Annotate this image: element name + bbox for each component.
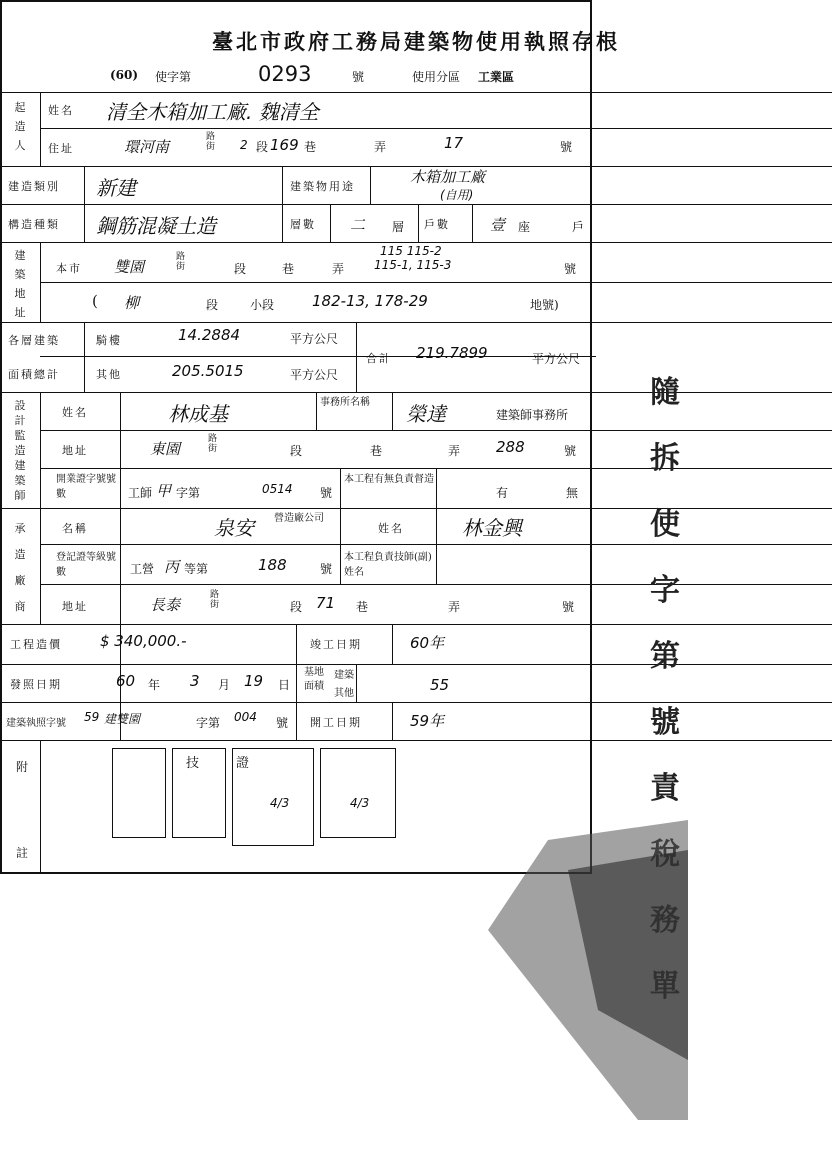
site-land-number-label: 地號) — [530, 298, 559, 312]
issue-month-unit: 月 — [218, 678, 231, 692]
designer-name-label: 姓名 — [62, 406, 88, 419]
designer-supervisor-value: 有 — [496, 486, 509, 500]
floors-unit: 層 — [392, 220, 405, 234]
contractor-reg-mid: 等第 — [184, 562, 209, 576]
designer-section-unit: 段 — [290, 444, 303, 458]
contractor-person-value: 林金興 — [462, 516, 522, 540]
arcade-label: 騎樓 — [96, 334, 122, 347]
zone-label: 使用分區 — [412, 70, 461, 84]
base-value: 55 — [430, 676, 450, 694]
other-unit: 平方公尺 — [290, 368, 339, 382]
remarks-stamp-4 — [320, 748, 396, 838]
designer-office-value: 榮達 — [406, 402, 446, 426]
issue-month: 3 — [190, 672, 200, 690]
households-unit2: 戶 — [572, 220, 585, 234]
start-value: 59年 — [410, 712, 445, 730]
construction-year: 59 — [84, 710, 100, 724]
structure-value: 鋼筋混凝土造 — [96, 214, 216, 238]
permit-prefix: 使字第 — [155, 70, 192, 84]
applicant-address-label: 住址 — [48, 142, 74, 155]
zone-value: 工業區 — [478, 70, 515, 84]
designer-office-suffix: 建築師事務所 — [496, 408, 569, 422]
site-land-numbers: 182-13, 178-29 — [312, 292, 428, 310]
site-section-label: 建築地址 — [14, 249, 26, 319]
designer-supervisor-value2: 無 — [566, 486, 579, 500]
issue-day-unit: 日 — [278, 678, 291, 692]
use-value-1: 木箱加工廠 — [410, 168, 486, 186]
side-page-text: 隨 拆 使 字 第 號 責 — [650, 375, 680, 806]
completion-label: 竣工日期 — [310, 638, 362, 651]
issue-year-unit: 年 — [148, 678, 161, 692]
site-city-label: 本市 — [56, 262, 82, 275]
households-unit: 座 — [518, 220, 531, 234]
floors-value: 二 — [350, 216, 366, 234]
arcade-unit: 平方公尺 — [290, 332, 339, 346]
designer-road-unit: 路街 — [208, 434, 218, 454]
contractor-reg-number: 188 — [258, 556, 287, 574]
total-value: 219.7899 — [416, 344, 488, 362]
designer-license-label: 開業證字號號數 — [56, 474, 116, 500]
site-road-value: 雙園 — [114, 258, 145, 276]
permit-suffix: 號 — [352, 70, 365, 84]
floors-label: 層數 — [290, 218, 316, 231]
issue-label: 發照日期 — [10, 678, 62, 691]
applicant-name-label: 姓名 — [48, 104, 74, 117]
designer-lane-unit: 巷 — [370, 444, 383, 458]
remarks-label-top: 附 — [16, 760, 29, 774]
cost-label: 工程造價 — [10, 638, 62, 651]
site-numbers-top: 115 115-2 — [380, 244, 442, 258]
contractor-alley-unit: 弄 — [448, 600, 461, 614]
contractor-road-unit: 路街 — [210, 590, 220, 610]
contractor-section-unit: 段 — [290, 600, 303, 614]
site-land-open: ( — [92, 292, 98, 310]
cost-value: $ 340,000.- — [100, 632, 187, 650]
applicant-section-label: 起造人 — [14, 101, 26, 152]
torn-corner-shadow — [488, 820, 688, 1120]
contractor-reg-label: 登記證等級號數 — [56, 552, 116, 578]
issue-day: 19 — [244, 672, 264, 690]
applicant-address-lane: 169 — [270, 136, 299, 154]
arcade-value: 14.2884 — [178, 326, 241, 344]
contractor-reg-prefix: 工營 — [130, 562, 155, 576]
designer-license-number: 0514 — [262, 482, 293, 496]
designer-license-suffix: 號 — [320, 486, 333, 500]
designer-address-label: 地址 — [62, 444, 88, 457]
site-lane-unit: 巷 — [282, 262, 295, 276]
permit-number: 0293 — [258, 62, 312, 86]
base-item-1: 建築 — [334, 670, 354, 681]
contractor-name-suffix: 營造廠公司 — [274, 513, 324, 524]
permit-year: (60) — [110, 68, 139, 82]
contractor-person-label: 姓名 — [378, 522, 404, 535]
households-value: 壹 — [490, 216, 506, 234]
contractor-reg-class: 丙 — [164, 558, 180, 576]
area-label-bottom: 面積總計 — [8, 368, 60, 381]
contractor-name-value: 泉安 — [214, 516, 254, 540]
contractor-tech-label: 本工程負責技師(副)姓名 — [344, 552, 432, 578]
site-section-unit: 段 — [234, 262, 247, 276]
applicant-number-unit: 號 — [560, 140, 573, 154]
remarks-stamp-1 — [112, 748, 166, 838]
contractor-number-unit: 號 — [562, 600, 575, 614]
contractor-address-road: 長泰 — [150, 596, 181, 614]
remarks-sign-date-2: 4/3 — [350, 796, 370, 810]
applicant-address-section: 2 — [240, 138, 248, 152]
designer-license-class: 甲 — [156, 482, 172, 500]
site-land-subsection-label: 小段 — [250, 298, 275, 312]
site-number-unit: 號 — [564, 262, 577, 276]
construction-number: 004 — [234, 710, 257, 724]
applicant-road-unit: 路街 — [206, 132, 216, 152]
applicant-section-unit: 段 — [256, 140, 269, 154]
other-label: 其他 — [96, 368, 122, 381]
designer-license-mid: 字第 — [176, 486, 201, 500]
site-land-section-label: 段 — [206, 298, 219, 312]
construction-text: 建雙園 — [104, 712, 141, 726]
construction-suffix: 號 — [276, 716, 289, 730]
category-label: 建造類別 — [8, 180, 60, 193]
designer-supervisor-label: 本工程有無負責督造 — [344, 474, 434, 485]
construction-label: 建築執照字號 — [6, 718, 66, 729]
designer-alley-unit: 弄 — [448, 444, 461, 458]
designer-name-value: 林成基 — [168, 402, 228, 426]
designer-office-label: 事務所名稱 — [320, 397, 370, 408]
applicant-address-road: 環河南 — [124, 138, 170, 156]
base-label: 基地面積 — [304, 667, 324, 692]
applicant-address-number: 17 — [444, 134, 464, 152]
construction-mid: 字第 — [196, 716, 221, 730]
site-numbers-bottom: 115-1, 115-3 — [374, 258, 452, 272]
structure-label: 構造種類 — [8, 218, 60, 231]
issue-year: 60 — [116, 672, 136, 690]
page-title: 臺北市政府工務局建築物使用執照存根 — [212, 29, 620, 54]
use-value-2: (自用) — [440, 188, 474, 202]
contractor-lane-unit: 巷 — [356, 600, 369, 614]
designer-section-label: 設計監造建築師 — [14, 399, 26, 502]
remarks-label-bottom: 註 — [16, 846, 29, 860]
contractor-section-label: 承造廠商 — [14, 522, 26, 613]
category-value: 新建 — [96, 176, 136, 200]
contractor-address-lane: 71 — [316, 594, 336, 612]
applicant-lane-unit: 巷 — [304, 140, 317, 154]
total-unit: 平方公尺 — [532, 352, 581, 366]
completion-value: 60年 — [410, 634, 445, 652]
site-land-area: 柳 — [124, 294, 140, 312]
remarks-sign-2: 證 — [236, 756, 250, 771]
applicant-name-value: 清全木箱加工廠. 魏清全 — [106, 100, 319, 124]
designer-license-prefix: 工師 — [128, 486, 153, 500]
designer-number-unit: 號 — [564, 444, 577, 458]
contractor-name-label: 名稱 — [62, 522, 88, 535]
site-alley-unit: 弄 — [332, 262, 345, 276]
remarks-sign-date-1: 4/3 — [270, 796, 290, 810]
contractor-address-label: 地址 — [62, 600, 88, 613]
other-value: 205.5015 — [172, 362, 244, 380]
site-road-unit: 路街 — [176, 252, 186, 272]
applicant-alley-unit: 弄 — [374, 140, 387, 154]
designer-address-number: 288 — [496, 438, 525, 456]
use-label: 建築物用途 — [290, 180, 355, 193]
designer-address-road: 東園 — [150, 440, 181, 458]
contractor-reg-suffix: 號 — [320, 562, 333, 576]
base-item-2: 其他 — [334, 688, 354, 699]
area-label-top: 各層建築 — [8, 334, 60, 347]
start-label: 開工日期 — [310, 716, 362, 729]
total-label: 合計 — [366, 352, 392, 365]
households-label: 戶數 — [424, 218, 450, 231]
remarks-sign-1: 技 — [186, 756, 200, 771]
